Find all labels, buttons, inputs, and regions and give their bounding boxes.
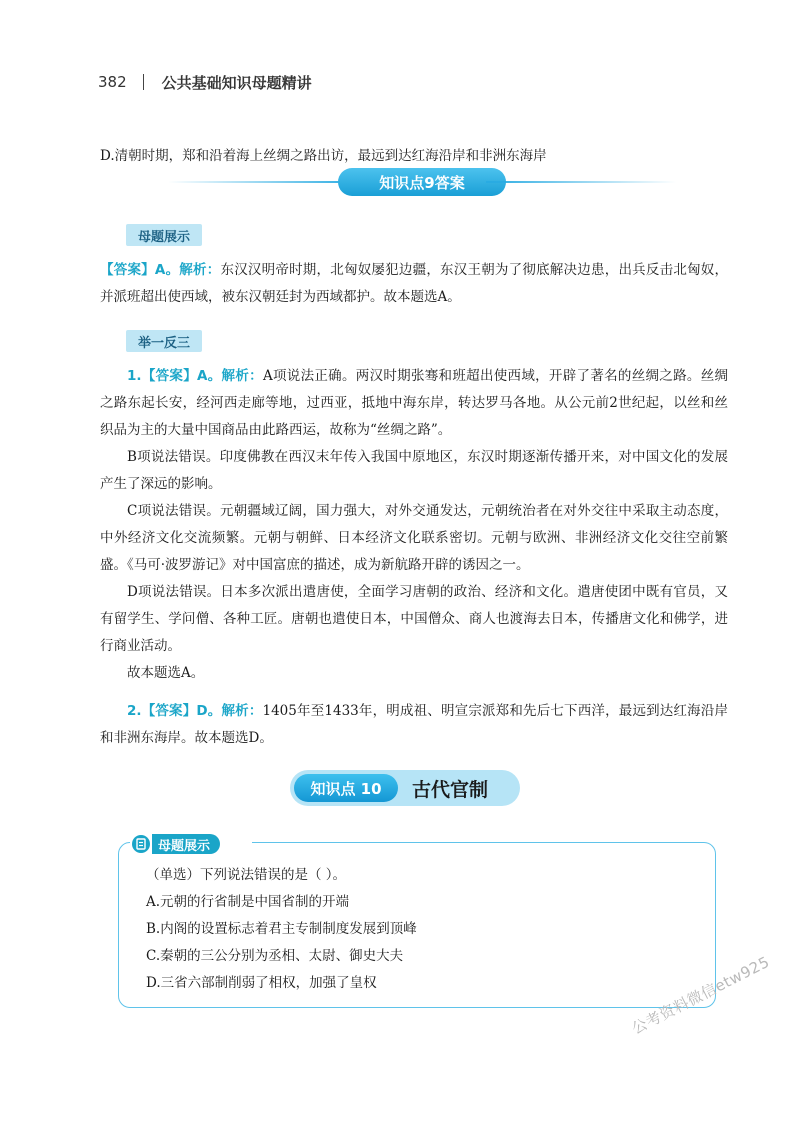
question-option-b: B.内阁的设置标志着君主专制制度发展到顶峰 (146, 921, 417, 937)
header-divider (143, 74, 144, 90)
answer-text: 东汉汉明帝时期，北匈奴屡犯边疆，东汉王朝为了彻底解决边患，出兵反击北匈奴，并派班超出使西域，被东汉朝廷封为西域都护。故本题选A。 (100, 262, 729, 305)
watermark: 公考资料微信etw925 (628, 952, 773, 1038)
question-option-c: C.秦朝的三公分别为丞相、太尉、御史大夫 (146, 948, 404, 964)
book-title: 公共基础知识母题精讲 (161, 73, 312, 92)
question-option-a: A.元朝的行省制是中国省制的开端 (146, 894, 350, 910)
section10-banner (290, 770, 520, 806)
mother-question-heading: 母题展示 (126, 224, 202, 246)
section9-title: 知识点9答案 (338, 168, 506, 196)
banner-rule-right (486, 181, 676, 183)
practice-q1-para-c: C项说法错误。元朝疆域辽阔，国力强大，对外交通发达，元朝统治者在对外交往中采取主动态度，中外经济文化交流频繁。元朝与朝鲜、日本经济文化联系密切。元朝与欧洲、非洲经济文化交往空前繁盛。《马可·波罗游记》对中国富庶的描述，成为新航路开辟的诱因之一。 (100, 503, 728, 573)
section10-topic: 古代官制 (412, 778, 489, 801)
question-option-d: D.三省六部制削弱了相权，加强了皇权 (146, 975, 377, 991)
option-d-previous: D.清朝时期，郑和沿着海上丝绸之路出访，最远到达红海沿岸和非洲东海岸 (100, 147, 547, 164)
q2-text: 1405年至1433年，明成祖、明宣宗派郑和先后七下西洋，最远到达红海沿岸和非洲东海岸。故本题选D。 (100, 703, 728, 746)
q1-answer-tag: 1.【答案】A。解析： (127, 368, 263, 384)
q2-answer-tag: 2.【答案】D。解析： (127, 703, 263, 719)
answer-tag: 【答案】A。解析： (100, 262, 221, 278)
page-header (98, 70, 312, 94)
mother-question-answer (100, 257, 728, 311)
section9-banner (168, 168, 676, 196)
practice-q1-para-b: B项说法错误。印度佛教在西汉末年传入我国中原地区，东汉时期逐渐传播开来，对中国文化的发展产生了深远的影响。 (100, 449, 728, 492)
document-icon (132, 835, 150, 853)
practice-q2 (100, 698, 728, 752)
banner-rule-left (168, 181, 358, 183)
question-stem: （单选）下列说法错误的是（ ）。 (146, 867, 347, 883)
q1-para-a-text: A项说法正确。两汉时期张骞和班超出使西域，开辟了著名的丝绸之路。丝绸之路东起长安，经河西走廊等地，过西亚，抵地中海东岸，转达罗马各地。从公元前2世纪起，以丝和丝织品为主的大量中国商品由此路西运，故称为“丝绸之路”。 (100, 368, 728, 438)
question-box-label: 母题展示 (152, 834, 220, 854)
practice-q1-para-d: D项说法错误。日本多次派出遣唐使，全面学习唐朝的政治、经济和文化。遣唐使团中既有官员，又有留学生、学问僧、各种工匠。唐朝也遣使日本，中国僧众、商人也渡海去日本，传播唐文化和佛学，进行商业活动。 (100, 584, 728, 654)
page-number: 382 (98, 73, 127, 91)
section10-label: 知识点 10 (294, 774, 398, 802)
question-box-tab (130, 833, 252, 855)
practice-q1-para-a (100, 363, 728, 444)
practice-heading: 举一反三 (126, 330, 202, 352)
practice-q1-conclusion: 故本题选A。 (127, 665, 205, 681)
